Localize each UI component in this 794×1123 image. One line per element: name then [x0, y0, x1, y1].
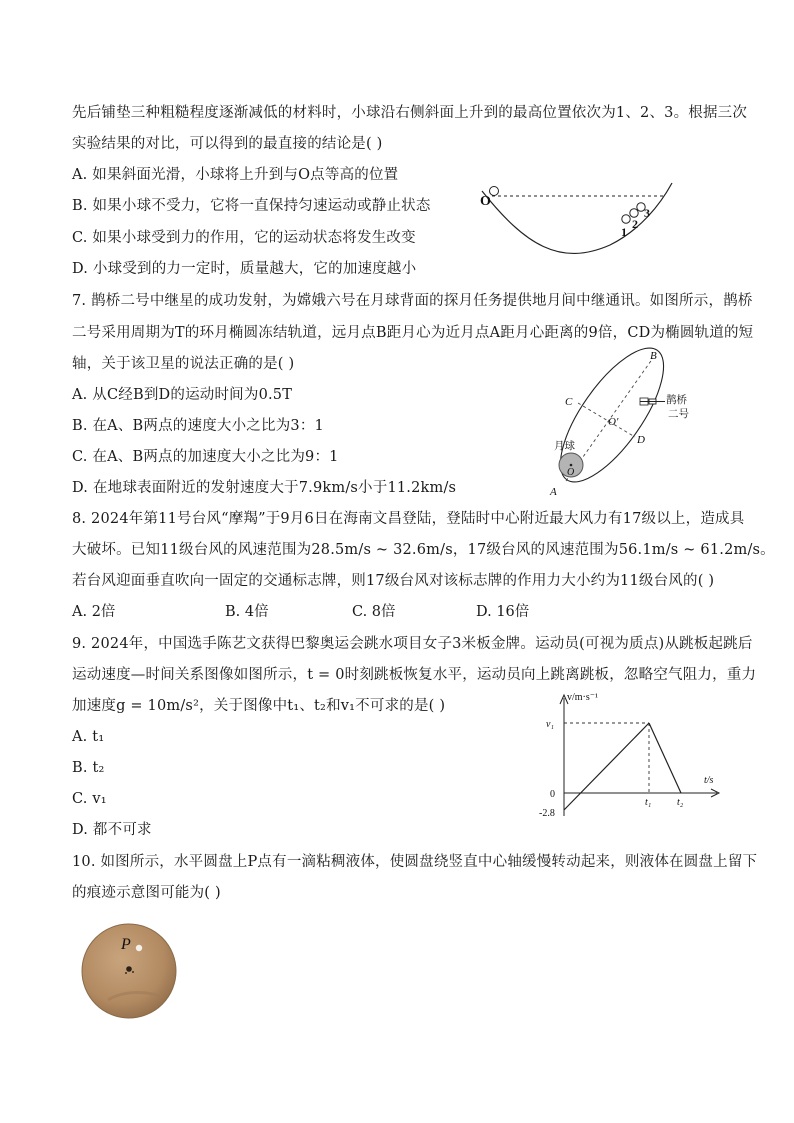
q7-option-d: D. 在地球表面附近的发射速度大于7.9km/s小于11.2km/s	[72, 480, 457, 496]
q9-stem-line-2: 运动速度—时间关系图像如图所示，t = 0时刻跳板恢复水平，运动员向上跳离跳板，忽略空气阻力，重力	[72, 667, 757, 683]
q8-option-d: D. 16倍	[476, 604, 530, 620]
disk-center-hole	[126, 966, 132, 972]
label-o-prime: O′	[608, 416, 619, 428]
x-axis-label: t/s	[704, 775, 714, 786]
y-axis-label: v/m·s⁻¹	[567, 692, 599, 703]
q8-stem-line-1: 8. 2024年第11号台风“摩羯”于9月6日在海南文昌登陆，登陆时中心附近最大风力有17级以上，造成具	[72, 511, 745, 527]
label-a: A	[550, 486, 557, 498]
ball-1	[622, 215, 630, 223]
satellite-label-1: 鹊桥	[666, 395, 687, 406]
label-d: D	[637, 434, 645, 446]
label-pos-3: 3	[644, 206, 650, 220]
q7-stem-line-2: 二号采用周期为T的环月椭圆冻结轨道，远月点B距月心为近月点A距月心距离的9倍，CD为椭圆轨道的短	[72, 325, 754, 341]
track-figure	[470, 175, 685, 265]
q6-option-b: B. 如果小球不受力，它将一直保持匀速运动或静止状态	[72, 198, 431, 214]
q9-option-d: D. 都不可求	[72, 822, 152, 838]
disk-figure	[80, 922, 178, 1020]
label-p: P	[121, 936, 131, 953]
t1-label: t₁	[645, 797, 652, 808]
q7-stem-line-3: 轴，关于该卫星的说法正确的是( )	[72, 356, 295, 372]
q8-option-a: A. 2倍	[72, 604, 116, 620]
neg-value-label: -2.8	[539, 808, 555, 819]
v1-label: v₁	[546, 719, 554, 730]
q9-option-c: C. v₁	[72, 791, 107, 807]
q7-option-a: A. 从C经B到D的运动时间为0.5T	[72, 387, 293, 403]
minor-axis	[578, 403, 635, 437]
q7-option-c: C. 在A、B两点的加速度大小之比为9：1	[72, 449, 339, 465]
label-pos-1: 1	[621, 225, 627, 239]
q6-stem-line-2: 实验结果的对比，可以得到的最直接的结论是( )	[72, 136, 383, 152]
t2-label: t₂	[677, 797, 684, 808]
q6-stem-line-1: 先后铺垫三种粗糙程度逐渐减低的材料时，小球沿右侧斜面上升到的最高位置依次为1、2、3。根据三次	[72, 105, 748, 121]
q8-stem-line-3: 若台风迎面垂直吹向一固定的交通标志牌，则17级台风对该标志牌的作用力大小约为11级台风的( )	[72, 573, 715, 589]
q8-stem-line-2: 大破坏。已知11级台风的风速范围为28.5m/s ~ 32.6m/s，17级台风的风速范围为56.1m/s ~ 61.2m/s。	[72, 542, 775, 558]
rising-segment	[564, 723, 652, 810]
q8-option-c: C. 8倍	[352, 604, 396, 620]
q8-option-b: B. 4倍	[225, 604, 269, 620]
moon-label: 月球	[554, 441, 575, 452]
label-o-center: O	[567, 467, 575, 478]
label-pos-2: 2	[632, 217, 638, 231]
orbit-figure	[540, 345, 700, 500]
q6-option-d: D. 小球受到的力一定时，质量越大，它的加速度越小	[72, 261, 417, 277]
ball-2	[630, 209, 638, 217]
label-b: B	[650, 350, 657, 362]
q9-stem-line-1: 9. 2024年，中国选手陈艺文获得巴黎奥运会跳水项目女子3米板金牌。运动员(可视为质点)从跳板起跳后	[72, 636, 753, 652]
q9-option-b: B. t₂	[72, 760, 105, 776]
label-c: C	[565, 396, 573, 408]
q7-stem-line-1: 7. 鹊桥二号中继星的成功发射，为嫦娥六号在月球背面的探月任务提供地月间中继通讯。如图所示，鹊桥	[72, 293, 753, 309]
falling-segment	[649, 723, 681, 793]
vt-graph-figure	[532, 688, 727, 828]
satellite-label-2: 二号	[668, 409, 689, 420]
label-o: O	[480, 194, 491, 209]
origin-label: 0	[550, 789, 555, 800]
satellite-icon	[640, 398, 665, 405]
q9-stem-line-3: 加速度g = 10m/s²，关于图像中t₁、t₂和v₁不可求的是( )	[72, 698, 446, 714]
q6-option-c: C. 如果小球受到力的作用，它的运动状态将发生改变	[72, 230, 416, 246]
liquid-drop	[136, 945, 142, 951]
q10-stem-line-2: 的痕迹示意图可能为( )	[72, 885, 221, 901]
q6-option-a: A. 如果斜面光滑，小球将上升到与O点等高的位置	[72, 167, 399, 183]
q7-option-b: B. 在A、B两点的速度大小之比为3：1	[72, 418, 324, 434]
q9-option-a: A. t₁	[72, 729, 105, 745]
q10-stem-line-1: 10. 如图所示，水平圆盘上P点有一滴粘稠液体，使圆盘绕竖直中心轴缓慢转动起来，则液体在圆盘上留下	[72, 854, 758, 870]
moon-center	[570, 464, 573, 467]
